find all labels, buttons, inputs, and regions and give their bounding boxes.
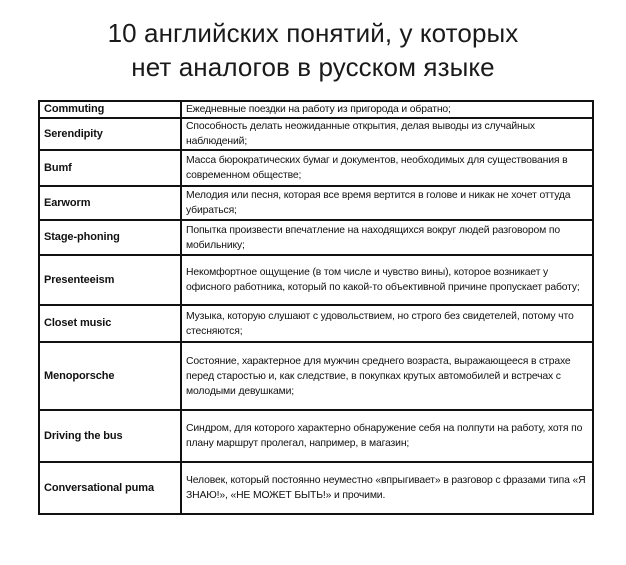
definition-cell: Музыка, которую слушают с удовольствием, но строго без свидетелей, потому что стесняются; (181, 305, 593, 342)
definition-cell: Способность делать неожиданные открытия, делая выводы из случайных наблюдений; (181, 118, 593, 150)
term-cell: Conversational puma (39, 462, 181, 514)
page-title (0, 16, 626, 84)
title-line-1: 10 английских понятий, у которых (107, 18, 519, 48)
table-row (39, 305, 593, 342)
table-row (39, 255, 593, 305)
table-row (39, 118, 593, 150)
definition-cell: Масса бюрократических бумаг и документов, необходимых для существования в современном обществе; (181, 150, 593, 186)
definition-cell: Попытка произвести впечатление на находящихся вокруг людей разговором по мобильнику; (181, 220, 593, 255)
term-cell: Closet music (39, 305, 181, 342)
definition-cell: Мелодия или песня, которая все время вертится в голове и никак не хочет оттуда убираться; (181, 186, 593, 220)
term-cell: Bumf (39, 150, 181, 186)
definition-cell: Ежедневные поездки на работу из пригорода и обратно; (181, 101, 593, 118)
definition-cell: Некомфортное ощущение (в том числе и чувство вины), которое возникает у офисного работника, который по какой-то объективной причине пропускает работу; (181, 255, 593, 305)
term-cell: Commuting (39, 101, 181, 118)
definition-cell: Состояние, характерное для мужчин среднего возраста, выражающееся в страхе перед старостью и, как следствие, в покупках крутых автомобилей и встречах с молодыми девушками; (181, 342, 593, 410)
term-cell: Presenteeism (39, 255, 181, 305)
definition-cell: Синдром, для которого характерно обнаружение себя на полпути на работу, хотя по плану маршрут пролегал, например, в магазин; (181, 410, 593, 462)
title-line-2: нет аналогов в русском языке (131, 52, 495, 82)
table-row (39, 410, 593, 462)
table-row (39, 220, 593, 255)
table-row (39, 462, 593, 514)
table-row (39, 186, 593, 220)
term-cell: Earworm (39, 186, 181, 220)
table-row (39, 150, 593, 186)
definition-cell: Человек, который постоянно неуместно «впрыгивает» в разговор с фразами типа «Я ЗНАЮ!», «НЕ МОЖЕТ БЫТЬ!» и прочими. (181, 462, 593, 514)
table-row (39, 101, 593, 118)
term-cell: Driving the bus (39, 410, 181, 462)
term-cell: Menoporsche (39, 342, 181, 410)
term-cell: Stage-phoning (39, 220, 181, 255)
table-row (39, 342, 593, 410)
term-cell: Serendipity (39, 118, 181, 150)
terms-table (38, 100, 594, 515)
